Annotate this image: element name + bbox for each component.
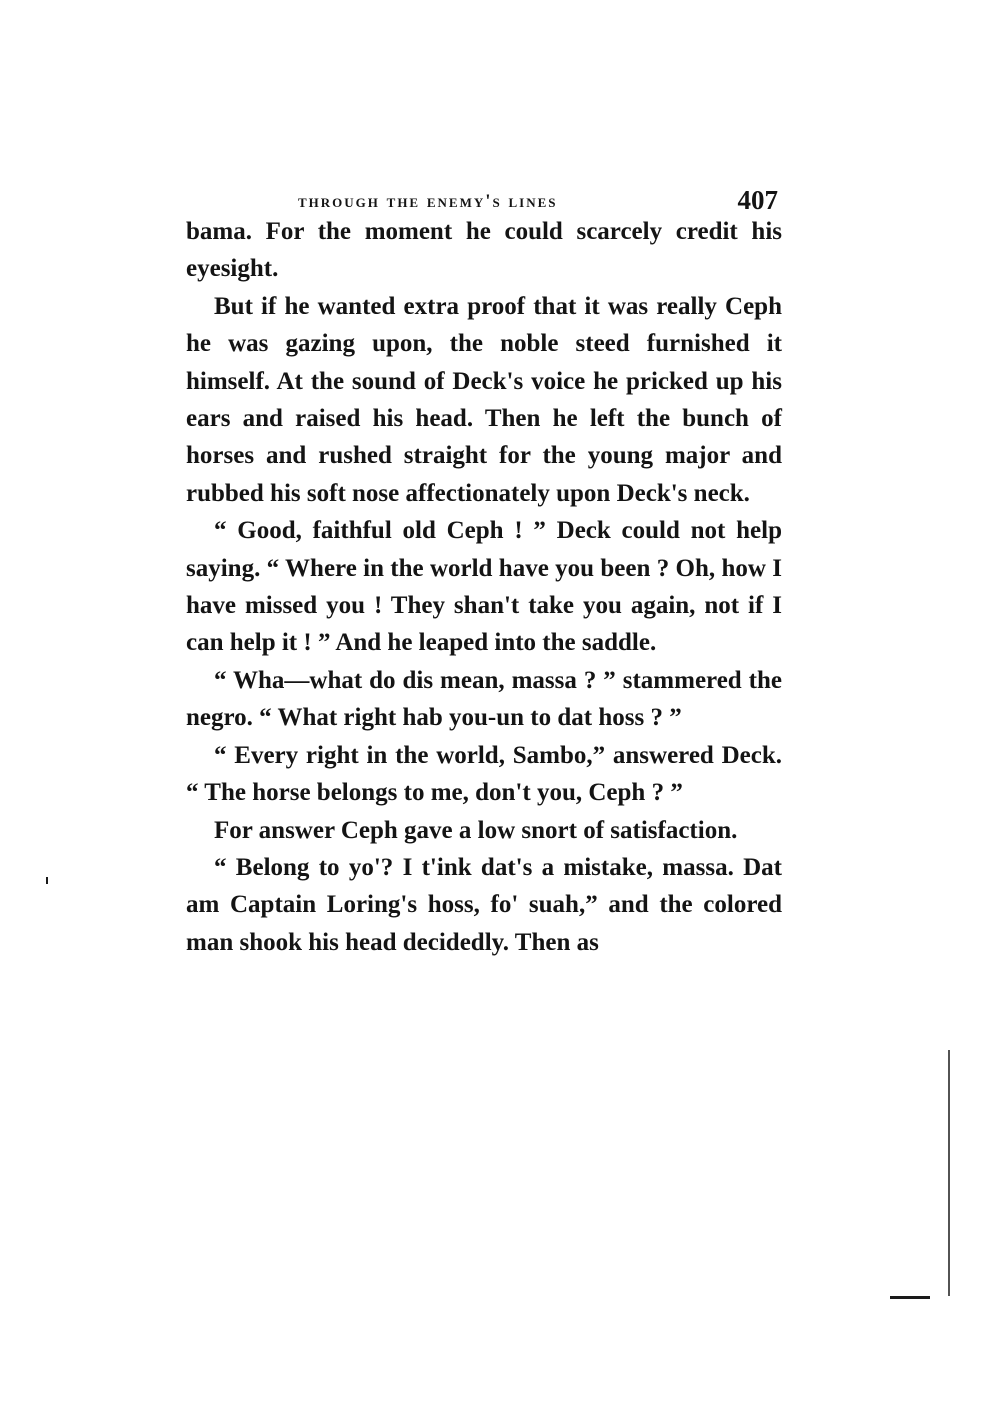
- paragraph-1: bama. For the moment he could scarcely credit his eyesight.: [186, 218, 782, 283]
- body-text: [186, 213, 782, 961]
- paragraph-4: “ Wha—what do dis mean, massa ? ” stammered the negro. “ What right hab you-un to dat hoss ? ”: [186, 666, 782, 732]
- paragraph-3: “ Good, faithful old Ceph ! ” Deck could not help saying. “ Where in the world have you been ? Oh, how I have missed you ! They shan't take you again, not if I can help it ! ” And he leaped into the saddle.: [186, 517, 782, 657]
- scan-dash-mark: [890, 1296, 930, 1299]
- paragraph-5: “ Every right in the world, Sambo,” answered Deck. “ The horse belongs to me, don't you, Ceph ? ”: [186, 741, 782, 807]
- scan-mark-left: [46, 877, 48, 884]
- running-head: through the enemy's lines: [298, 191, 558, 212]
- scan-edge-line: [948, 1050, 950, 1296]
- page-number: 407: [737, 185, 778, 215]
- paragraph-7: “ Belong to yo'? I t'ink dat's a mistake, massa. Dat am Captain Loring's hoss, fo' suah,” and the colored man shook his head decidedly. Then as: [186, 853, 782, 956]
- paragraph-2: But if he wanted extra proof that it was really Ceph he was gazing upon, the noble steed furnished it himself. At the sound of Deck's voice he pricked up his ears and raised his head. Then he left the bunch of horses and rushed straight for the young major and rubbed his soft nose affectionately upon Deck's neck.: [186, 292, 782, 507]
- paragraph-6: For answer Ceph gave a low snort of satisfaction.: [214, 816, 738, 844]
